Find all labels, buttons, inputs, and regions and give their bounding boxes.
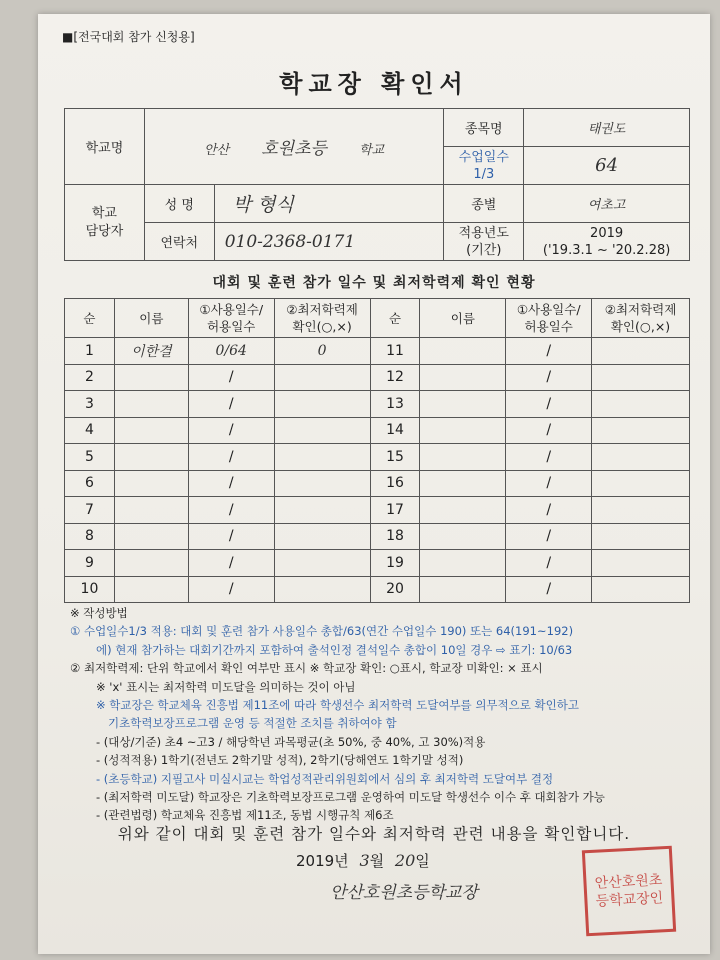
staff-label <box>65 185 145 261</box>
row-name-2 <box>420 550 506 577</box>
row-name-2 <box>420 444 506 471</box>
row-used-days-2: / <box>506 550 592 577</box>
class-days-value: 64 <box>524 147 690 185</box>
row-name-2 <box>420 338 506 365</box>
row-number: 5 <box>65 444 115 471</box>
year-value-cell <box>524 223 690 261</box>
header-used-1: ①사용일수/ <box>199 302 264 317</box>
row-name <box>114 497 188 524</box>
row-min-check <box>274 417 370 444</box>
header-min-col2-2: 확인(○,×) <box>610 319 671 334</box>
contact-value: 010-2368-0171 <box>214 223 444 261</box>
bullet-1: - (대상/기준) 초4 ~고3 / 해당학년 과목평균(초 50%, 중 40%, 고 30%)적용 <box>96 734 486 749</box>
table-row <box>65 497 690 524</box>
row-used-days: / <box>188 470 274 497</box>
table-row <box>65 338 690 365</box>
row-used-days: / <box>188 417 274 444</box>
year-label <box>444 223 524 261</box>
event-label: 종목명 <box>444 109 524 147</box>
note-3: ※ 'x' 표시는 최저학력 미도달을 의미하는 것이 아님 <box>96 679 356 694</box>
name-label: 성 명 <box>144 185 214 223</box>
staff-name: 박 형식 <box>214 185 444 223</box>
row-name <box>114 470 188 497</box>
row-used-days: / <box>188 523 274 550</box>
header-min-1: ②최저학력제 <box>286 302 358 317</box>
header-no: 순 <box>65 299 115 338</box>
row-number: 1 <box>65 338 115 365</box>
class-days-label-2: 1/3 <box>473 166 495 182</box>
row-number: 2 <box>65 364 115 391</box>
row-name-2 <box>420 576 506 603</box>
row-min-check-2 <box>592 523 690 550</box>
staff-label-1: 학교 <box>91 205 117 221</box>
row-min-check-2 <box>592 470 690 497</box>
school-name: 호원초등 <box>261 139 327 159</box>
row-min-check-2 <box>592 576 690 603</box>
participation-table <box>64 298 690 603</box>
table-row <box>65 444 690 471</box>
row-name-2 <box>420 523 506 550</box>
note-4b: 기초학력보장프로그램 운영 등 적절한 조치를 취하여야 함 <box>108 716 397 731</box>
class-days-label <box>444 147 524 185</box>
row-name-2 <box>420 391 506 418</box>
table-row <box>65 470 690 497</box>
row-used-days-2: / <box>506 444 592 471</box>
row-number-2: 12 <box>370 364 420 391</box>
date-day: 20 <box>394 851 416 870</box>
row-min-check-2 <box>592 391 690 418</box>
row-number-2: 19 <box>370 550 420 577</box>
row-min-check-2 <box>592 417 690 444</box>
row-used-days-2: / <box>506 364 592 391</box>
row-number: 6 <box>65 470 115 497</box>
row-number-2: 13 <box>370 391 420 418</box>
row-used-days: 0/64 <box>188 338 274 365</box>
date-day-unit: 일 <box>415 852 430 870</box>
row-number-2: 17 <box>370 497 420 524</box>
instructions <box>70 604 690 825</box>
row-min-check <box>274 470 370 497</box>
header-used-col2-1: ①사용일수/ <box>516 302 581 317</box>
header-min-col2 <box>592 299 690 338</box>
row-name <box>114 391 188 418</box>
row-number-2: 14 <box>370 417 420 444</box>
table-row <box>65 417 690 444</box>
note-4a: ※ 학교장은 학교체육 진흥법 제11조에 따라 학생선수 최저학력 도달여부를 의무적으로 확인하고 <box>96 698 579 713</box>
row-name <box>114 417 188 444</box>
contact-label: 연락처 <box>144 223 214 261</box>
table-row <box>65 364 690 391</box>
row-min-check <box>274 364 370 391</box>
row-number: 3 <box>65 391 115 418</box>
table-row <box>65 576 690 603</box>
row-used-days-2: / <box>506 576 592 603</box>
row-min-check <box>274 497 370 524</box>
row-used-days: / <box>188 576 274 603</box>
row-used-days: / <box>188 497 274 524</box>
row-name <box>114 364 188 391</box>
row-name <box>114 550 188 577</box>
notes-heading: ※ 작성방법 <box>70 606 128 620</box>
school-label: 학교명 <box>65 109 145 185</box>
row-used-days-2: / <box>506 391 592 418</box>
table-row <box>65 523 690 550</box>
row-name-2 <box>420 497 506 524</box>
row-min-check <box>274 550 370 577</box>
row-number-2: 15 <box>370 444 420 471</box>
confirmation-text: 위와 같이 대회 및 훈련 참가 일수와 최저학력 관련 내용을 확인합니다. <box>117 825 631 843</box>
year-period: ('19.3.1 ~ '20.2.28) <box>542 242 671 258</box>
header-no-2: 순 <box>370 299 420 338</box>
document-page <box>38 14 710 954</box>
bullet-2: - (성적적용) 1학기(전년도 2학기말 성적), 2학기(당해연도 1학기말 성적) <box>96 753 464 768</box>
row-used-days: / <box>188 550 274 577</box>
principal-signature: 안산호원초등학교장 <box>330 883 478 903</box>
row-used-days-2: / <box>506 338 592 365</box>
row-min-check-2 <box>592 364 690 391</box>
date-month: 3 <box>359 851 370 870</box>
row-number-2: 18 <box>370 523 420 550</box>
staff-label-2: 담당자 <box>85 223 124 239</box>
header-used <box>188 299 274 338</box>
header-used-2: 허용일수 <box>207 319 256 334</box>
signing-date <box>296 850 430 871</box>
bullet-5: - (관련법령) 학교체육 진흥법 제11조, 동법 시행규칙 제6조 <box>96 808 394 823</box>
school-name-cell <box>144 109 444 185</box>
row-used-days: / <box>188 364 274 391</box>
row-used-days-2: / <box>506 497 592 524</box>
row-min-check: 0 <box>274 338 370 365</box>
row-name-2 <box>420 364 506 391</box>
year-label-2: (기간) <box>466 242 502 258</box>
header-min-2: 확인(○,×) <box>292 319 352 334</box>
row-number-2: 11 <box>370 338 420 365</box>
note-2: ② 최저학력제: 단위 학교에서 확인 여부만 표시 ※ 학교장 확인: ○표시, 학교장 미확인: × 표시 <box>70 661 543 676</box>
seal-text: 안산호원초등학교장인 <box>594 872 664 910</box>
row-min-check-2 <box>592 550 690 577</box>
table-row <box>65 550 690 577</box>
header-min <box>274 299 370 338</box>
event-value: 태권도 <box>524 109 690 147</box>
table-header-row <box>65 299 690 338</box>
form-tag: ■[전국대회 참가 신청용] <box>62 30 195 44</box>
school-city: 안산 <box>203 143 230 158</box>
row-used-days: / <box>188 391 274 418</box>
row-min-check <box>274 523 370 550</box>
division-value: 여초고 <box>524 185 690 223</box>
bullet-3: - (초등학교) 지필고사 미실시교는 학업성적관리위원회에서 심의 후 최저학력 도달여부 결정 <box>96 771 554 786</box>
row-name <box>114 576 188 603</box>
row-name: 이한결 <box>114 338 188 365</box>
school-suffix: 학교 <box>359 143 385 158</box>
row-number-2: 16 <box>370 470 420 497</box>
header-used-col2 <box>506 299 592 338</box>
table-row <box>65 391 690 418</box>
row-number: 8 <box>65 523 115 550</box>
row-number-2: 20 <box>370 576 420 603</box>
date-year: 2019년 <box>296 852 349 870</box>
header-name: 이름 <box>114 299 188 338</box>
header-name-2: 이름 <box>420 299 506 338</box>
header-min-col2-1: ②최저학력제 <box>604 302 677 317</box>
row-used-days-2: / <box>506 470 592 497</box>
row-used-days: / <box>188 444 274 471</box>
date-month-unit: 월 <box>369 852 385 870</box>
row-name <box>114 523 188 550</box>
row-used-days-2: / <box>506 417 592 444</box>
row-number: 7 <box>65 497 115 524</box>
participation-table-title: 대회 및 훈련 참가 일수 및 최저학력제 확인 현황 <box>212 275 536 291</box>
row-name <box>114 444 188 471</box>
row-min-check-2 <box>592 338 690 365</box>
row-name-2 <box>420 470 506 497</box>
school-info-table <box>64 108 690 261</box>
header-used-col2-2: 허용일수 <box>524 319 573 334</box>
row-min-check <box>274 391 370 418</box>
row-min-check <box>274 576 370 603</box>
note-1a: ① 수업일수1/3 적용: 대회 및 훈련 참가 사용일수 총합/63(연간 수업일수 190) 또는 64(191~192) <box>70 624 574 639</box>
year-label-1: 적용년도 <box>458 225 509 241</box>
row-used-days-2: / <box>506 523 592 550</box>
class-days-label-1: 수업일수 <box>458 149 509 165</box>
official-seal <box>582 846 676 937</box>
row-min-check-2 <box>592 497 690 524</box>
row-min-check <box>274 444 370 471</box>
bullet-4: - (최저학력 미도달) 학교장은 기초학력보장프로그램 운영하여 미도달 학생선수 이수 후 대회참가 가능 <box>96 790 605 805</box>
row-number: 10 <box>65 576 115 603</box>
division-label: 종별 <box>444 185 524 223</box>
row-name-2 <box>420 417 506 444</box>
row-min-check-2 <box>592 444 690 471</box>
row-number: 9 <box>65 550 115 577</box>
document-title: 학교장 확인서 <box>279 70 469 98</box>
row-number: 4 <box>65 417 115 444</box>
note-1b: 에) 현재 참가하는 대회기간까지 포함하여 출석인정 결석일수 총합이 10일 경우 ⇨ 표기: 10/63 <box>96 642 573 657</box>
year-value: 2019 <box>590 225 624 241</box>
